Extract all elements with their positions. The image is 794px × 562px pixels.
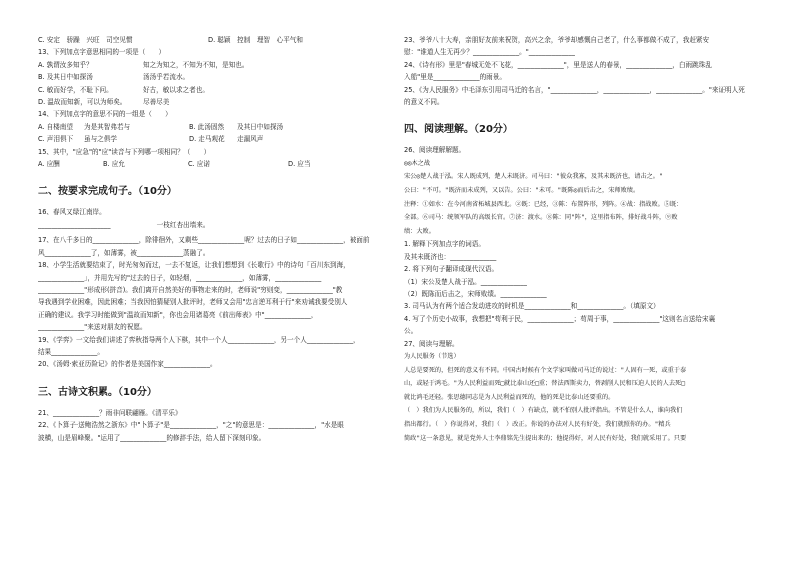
q12-options-row — [38, 34, 393, 46]
q17-line-2: 风______________了，如薄雾，被______________蒸融了。 — [38, 248, 210, 257]
q14-a-left: A. 自楼南望 — [38, 122, 73, 131]
q16: 16、春风又绿江南岸。 — [38, 208, 106, 217]
q14-c-right: 虽与之俱学 — [84, 135, 117, 144]
passage-notes-1: 注释：①如水：在今河南省柘城县西北。②既：已经，③陈：布置阵形，列阵。④战：指战败。⑤既： — [404, 200, 683, 208]
q14-d-right: 走漏风声 — [237, 135, 264, 144]
q14-b-left: B. 此汤固然 — [189, 122, 225, 131]
q19-line-1: 19、《学弈》一文给我们讲述了弈秋指导两个人下棋，其中一个人______________，另一个人______________， — [38, 335, 360, 344]
q13-option-a — [38, 59, 393, 71]
passage-notes-3: 绩：大败。 — [404, 227, 435, 235]
q13-b-left: B. 及其日中如探汤 — [38, 73, 93, 82]
q13-c-left: C. 敏而好学，不耻下问。 — [38, 85, 113, 94]
q13-a-right: 知之为知之，不知为不知，是知也。 — [143, 60, 249, 69]
passage2-line-3: 就比鸿毛还轻。张思德同志是为人民利益而死的，他的死是比泰山还要重的。 — [404, 393, 615, 401]
q13-stem: 13、下列加点字意思相同的一项是（ ） — [38, 48, 166, 57]
q12-option-c: C. 安定 骄躁 兴旺 司空见惯 — [38, 36, 133, 44]
q19-line-2: 结果______________。 — [38, 347, 104, 356]
q14-c-left: C. 声泪俱下 — [38, 135, 74, 144]
q15-option-c: C. 应诺 — [188, 160, 210, 169]
q13-option-d — [38, 96, 393, 108]
q22-line-2: 波横，山是眉峰聚。"运用了______________的修辞手法，给人留下深刻印象。 — [38, 433, 266, 442]
section-3-title: 三、古诗文积累。（10分） — [38, 386, 157, 398]
r2-item-2: （2）既陈而后击之，宋师败绩。______________ — [404, 290, 547, 299]
r3: 3. 司马认为有两个适合发动进攻的时机是______________和______________。（填原文） — [404, 302, 660, 311]
q17-line-1: 17、在八千多日的______________，除徘徊外，又剩些______________呢？过去的日子如______________，被面前 — [38, 236, 370, 245]
q14-stem: 14、下列加点字的意思不同的一组是（ ） — [38, 110, 172, 119]
r1-stem: 1. 解释下列加点字的词语。 — [404, 240, 485, 249]
q14-a-right: 为是其智弗若与 — [84, 122, 131, 131]
q18-line-6: ______________"来送对朋友的祝愿。 — [38, 323, 147, 332]
q13-a-left: A. 孰谓汝多知乎？ — [38, 60, 93, 69]
q13-d-right: 尽善尽美 — [143, 98, 170, 107]
q14-d-left: D. 走马观花 — [189, 135, 225, 144]
passage2-title: 为人民服务（节选） — [404, 353, 460, 361]
section-2-title: 二、按要求完成句子。（10分） — [38, 186, 177, 198]
r2-stem: 2. 将下列句子翻译成现代汉语。 — [404, 265, 499, 274]
passage2-line-6: 简政"这一条意见，就是党外人士李鼎铭先生提出来的；他提得好，对人民有好处，我们就采用了。只要 — [404, 434, 687, 442]
q18-line-2: ______________」，并用先写的"过去的日子，如轻烟，______________，如薄雾，______________ — [38, 273, 322, 282]
q24-line-2: 入船"里是______________的雨景。 — [404, 73, 506, 82]
q15-option-b: B. 应允 — [103, 160, 125, 169]
q13-c-right: 好古，敏以求之者也。 — [143, 85, 209, 94]
passage2-line-5: 指出都行。（ ）你说得对，我们（ ）改正。你说的办法对人民有好处，我们就照你的办。"精兵 — [404, 421, 671, 429]
q14-options-ab — [38, 121, 393, 133]
q27: 27、阅读与理解。 — [404, 339, 459, 348]
q18-line-5: 正确的建议。我学习时能做到"温故而知新"，你也会用诸葛亮《前出师表》中"______________， — [38, 310, 318, 319]
q14-options-cd — [38, 133, 393, 145]
q13-option-c — [38, 84, 393, 96]
q26: 26、阅读理解解题。 — [404, 146, 466, 155]
passage2-line-4: （ ）我们为人民服务的，所以，我们（ ）有缺点，就不怕别人批评指出。不管是什么人，谁向我们 — [404, 407, 683, 415]
q18-line-3: ______________"形成形(拼音)。我们离开自然美好的事物走来的时，老师说"穷则变，______________"教 — [38, 285, 343, 294]
q21: 21、______________？雨非问联翩雁。《清平乐》 — [38, 408, 182, 417]
q23-line-2: 慰："谁道人生无再少？______________。"______________ — [404, 48, 575, 57]
passage2-line-2: 山，或轻于鸿毛。"为人民利益而死□就比泰山还□重；替法西斯卖力，替剥削人民和压迫人民的人去死□ — [404, 380, 685, 388]
q13-option-b — [38, 71, 393, 83]
r4-line-1: 4. 写了个历史小故事，我想把"苟利于民，______________；苟周于事，______________"这则名言送给宋襄 — [404, 314, 716, 323]
passage-line-2: 公曰："不可。"既济而未成列，又以告。公曰："未可。"既陈◎而后击之，宋师败绩。 — [404, 187, 640, 195]
passage-line-1: 宋公◎楚人战于泓。宋人既成列，楚人未既济。司马曰："彼众我寡，及其未既济也，请击之。" — [404, 173, 663, 181]
passage2-line-1: 人总是要死的，但死的意义有不同。中国古时候有个文学家叫做司马迁的说过："人固有一死，或重于泰 — [404, 366, 687, 374]
q15-option-a: A. 应酬 — [38, 160, 60, 169]
q22-line-1: 22、《卜算子·送鲍浩然之浙东》中"卜算子"是______________，"之"的意思是：______________，"水是眼 — [38, 421, 344, 430]
q18-line-1: 18、小学生活就要结束了，时光匆匆而过，一去不复返，让我们想想到《长歌行》中的诗句「百川东到海， — [38, 261, 350, 270]
q25-line-1: 25、《为人民服务》中毛泽东引用司马迁的名言，"______________，______________，______________。"来证明人死 — [404, 85, 745, 94]
q24-line-1: 24、《诗有形》里是"春城无处不飞花，______________"，里是送人的春景，______________，白雨跳珠乱 — [404, 60, 712, 69]
q14-b-right: 及其日中如探汤 — [237, 122, 284, 131]
passage-notes-2: 全部。⑥司马：统领军队的高级长官。⑦济：渡水。⑧陈：同"阵"，这里指布阵，排好战斗阵，⑨败 — [404, 214, 678, 222]
q13-d-left: D. 温故而知新，可以为师矣。 — [38, 98, 127, 107]
q25-line-2: 的意义不同。 — [404, 98, 444, 107]
q15-option-d: D. 应当 — [288, 160, 311, 169]
passage-title: ◎◎木之战 — [404, 159, 431, 167]
q18-line-4: 导我遇到学业困难，因此困难；当我因怕猜疑别人批评时，老师又会用"忠言逆耳利于行"来劝诫我要受别人 — [38, 298, 348, 307]
r4-line-2: 公。 — [404, 327, 418, 336]
q13-b-right: 汤汤乎若流水。 — [143, 73, 190, 82]
r2-item-1: （1）宋公及楚人战于泓。______________ — [404, 277, 527, 286]
q15-options — [38, 158, 393, 170]
q23-line-1: 23、爷爷八十大寿，亲朋好友前来祝贺，高兴之余，爷爷却感慨自己老了，什么事都做不成了，我赶紧安 — [404, 36, 710, 44]
q16-blank: ______________________ 一枝红杏出墙来。 — [38, 220, 210, 229]
r1-blank: 及其未既济也：______________ — [404, 252, 497, 261]
q12-option-d: D. 聪颖 控制 理智 心平气和 — [208, 36, 303, 44]
q20: 20、《汤姆·索亚历险记》的作者是美国作家______________。 — [38, 360, 217, 369]
left-column — [38, 34, 393, 444]
right-column — [404, 34, 776, 445]
section-4-title: 四、阅读理解。（20分） — [404, 124, 513, 136]
q15-stem: 15、其中，"应急"的"应"读音与下列哪一项相同？（ ） — [38, 147, 211, 156]
